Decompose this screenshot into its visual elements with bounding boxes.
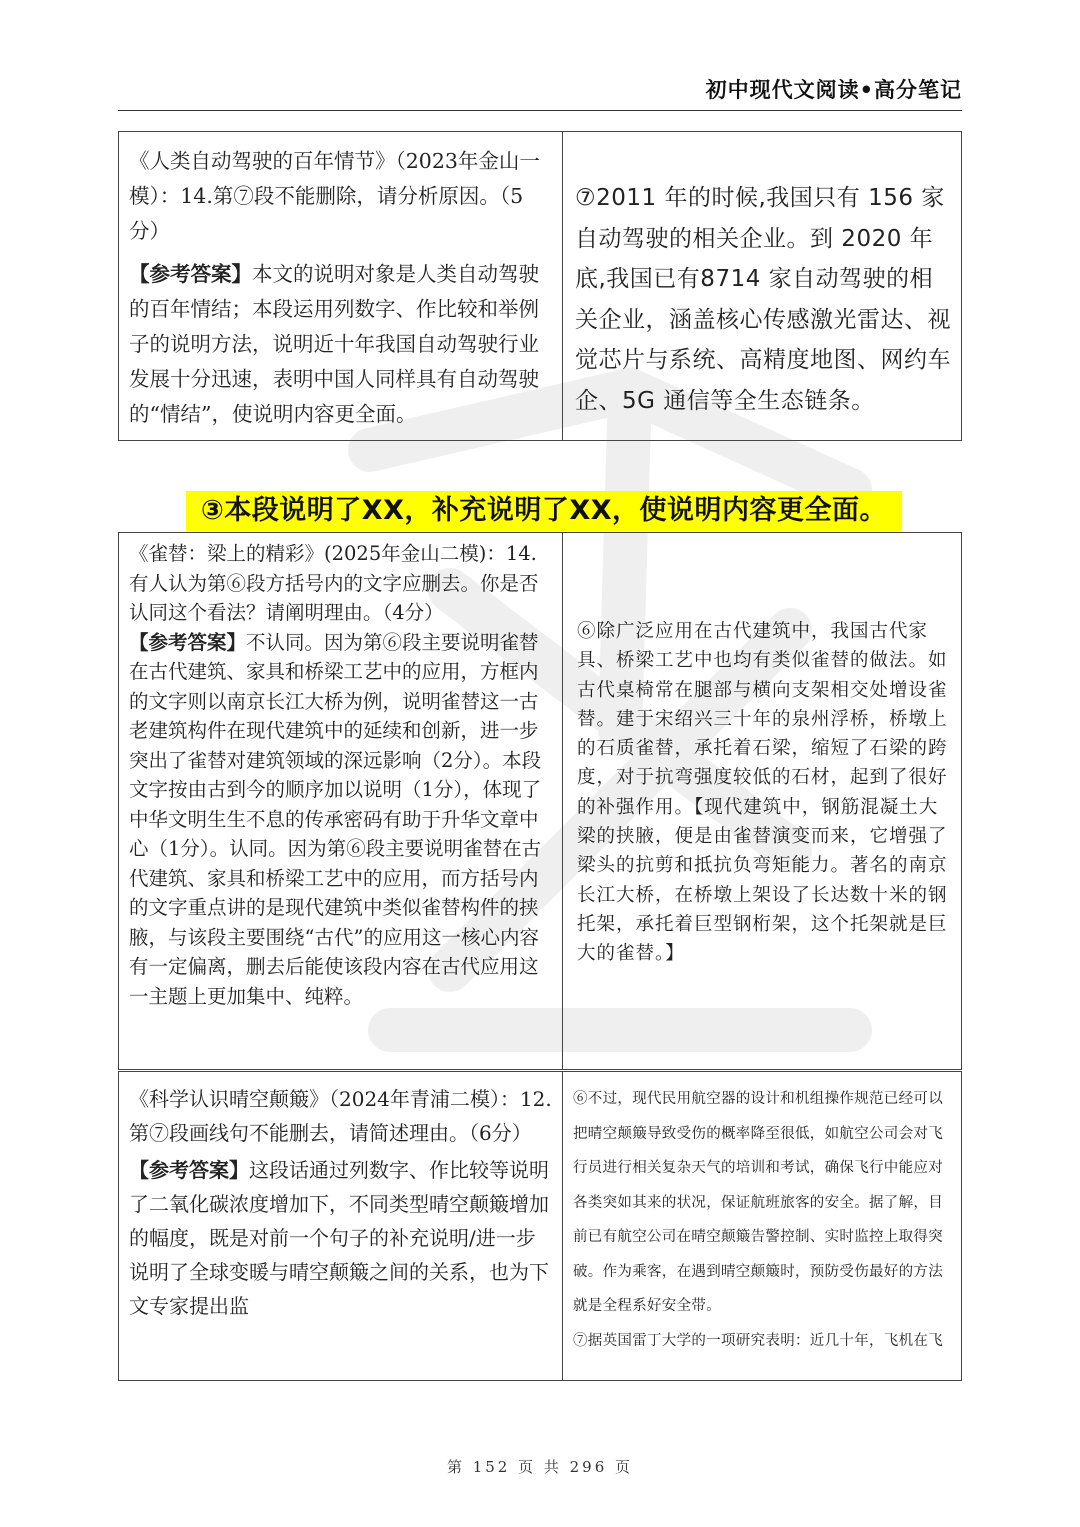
reference-answer xyxy=(129,628,552,1012)
qa-table-2 xyxy=(118,532,962,1070)
passage-text: ⑥不过，现代民用航空器的设计和机组操作规范已经可以把晴空颠簸导致受伤的概率降至很低，如航空公司会对飞行员进行相关复杂天气的培训和考试，确保飞行中能应对各类突如其来的状况，保证航班旅客的安全。据了解，目前已有航空公司在晴空颠簸告警控制、实时监控上取得突破。作为乘客，在遇到晴空颠簸时，预防受伤最好的方法就是全程系好安全带。 xyxy=(573,1091,943,1314)
answer-tag: 【参考答案】 xyxy=(129,1158,249,1182)
header-title: 初中现代文阅读•高分笔记 xyxy=(705,78,962,102)
question-title: 《雀替：梁上的精彩》(2025年金山二模)：14.有人认为第⑥段方括号内的文字应删去。你是否认同这个看法？请阐明理由。（4分） xyxy=(129,542,539,624)
method-banner: ③本段说明了XX，补充说明了XX，使说明内容更全面。 xyxy=(186,491,902,531)
question-cell xyxy=(119,132,563,441)
answer-text: 本文的说明对象是人类自动驾驶的百年情结；本段运用列数字、作比较和举例子的说明方法，说明近十年我国自动驾驶行业发展十分迅速，表明中国人同样具有自动驾驶的“情结”，使说明内容更全面。 xyxy=(129,262,539,426)
qa-table-3 xyxy=(118,1071,962,1381)
answer-tag: 【参考答案】 xyxy=(129,262,252,286)
passage-text: ⑥除广泛应用在古代建筑中，我国古代家具、桥梁工艺中也均有类似雀替的做法。如古代桌椅常在腿部与横向支架相交处增设雀替。建于宋绍兴三十年的泉州浮桥，桥墩上的石质雀替，承托着石梁，缩短了石梁的跨度，对于抗弯强度较低的石材，起到了很好的补强作用。【现代建筑中，钢筋混凝土大梁的挟腋，便是由雀替演变而来，它增强了梁头的抗剪和抵抗负弯矩能力。著名的南京长江大桥，在桥墩上架设了长达数十米的钢托架，承托着巨型钢桁架，这个托架就是巨大的雀替。】 xyxy=(577,621,948,965)
passage-text-next: ⑦据英国雷丁大学的一项研究表明：近几十年，飞机在飞 xyxy=(573,1332,943,1349)
passage-cell xyxy=(563,132,962,441)
passage-text: ⑦2011 年的时候,我国只有 156 家自动驾驶的相关企业。到 2020 年底,我国已有8714 家自动驾驶的相关企业，涵盖核心传感激光雷达、视觉芯片与系统、高精度地图、网约车企、5G 通信等全生态链条。 xyxy=(575,185,951,414)
table-row xyxy=(119,533,962,1070)
answer-text: 不认同。因为第⑥段主要说明雀替在古代建筑、家具和桥梁工艺中的应用，方框内的文字则以南京长江大桥为例，说明雀替这一古老建筑构件在现代建筑中的延续和创新，进一步突出了雀替对建筑领域的深远影响（2分）。本段文字按由古到今的顺序加以说明（1分），体现了中华文明生生不息的传承密码有助于升华文章中心（1分）。认同。因为第⑥段主要说明雀替在古代建筑、家具和桥梁工艺中的应用，而方括号内的文字重点讲的是现代建筑中类似雀替构件的挟腋，与该段主要围绕“古代”的应用这一核心内容有一定偏离，删去后能使该段内容在古代应用这一主题上更加集中、纯粹。 xyxy=(129,630,542,1008)
page-footer: 第 152 页 共 296 页 xyxy=(446,1458,634,1476)
question-title: 《人类自动驾驶的百年情节》（2023年金山一模）：14.第⑦段不能删除，请分析原因。（5分） xyxy=(129,149,540,243)
table-row xyxy=(119,132,962,441)
passage-cell xyxy=(563,533,962,1070)
question-title: 《科学认识晴空颠簸》（2024年青浦二模）：12.第⑦段画线句不能删去，请简述理由。（6分） xyxy=(129,1087,552,1145)
passage-cell xyxy=(563,1072,962,1381)
answer-text: 这段话通过列数字、作比较等说明了二氧化碳浓度增加下，不同类型晴空颠簸增加的幅度，既是对前一个句子的补充说明/进一步说明了全球变暖与晴空颠簸之间的关系，也为下文专家提出监 xyxy=(129,1158,549,1318)
reference-answer xyxy=(129,257,552,432)
reference-answer xyxy=(129,1153,552,1323)
question-cell xyxy=(119,533,563,1070)
table-row xyxy=(119,1072,962,1381)
question-cell xyxy=(119,1072,563,1381)
page-header xyxy=(118,72,962,111)
answer-tag: 【参考答案】 xyxy=(129,630,247,654)
qa-table-1 xyxy=(118,131,962,441)
